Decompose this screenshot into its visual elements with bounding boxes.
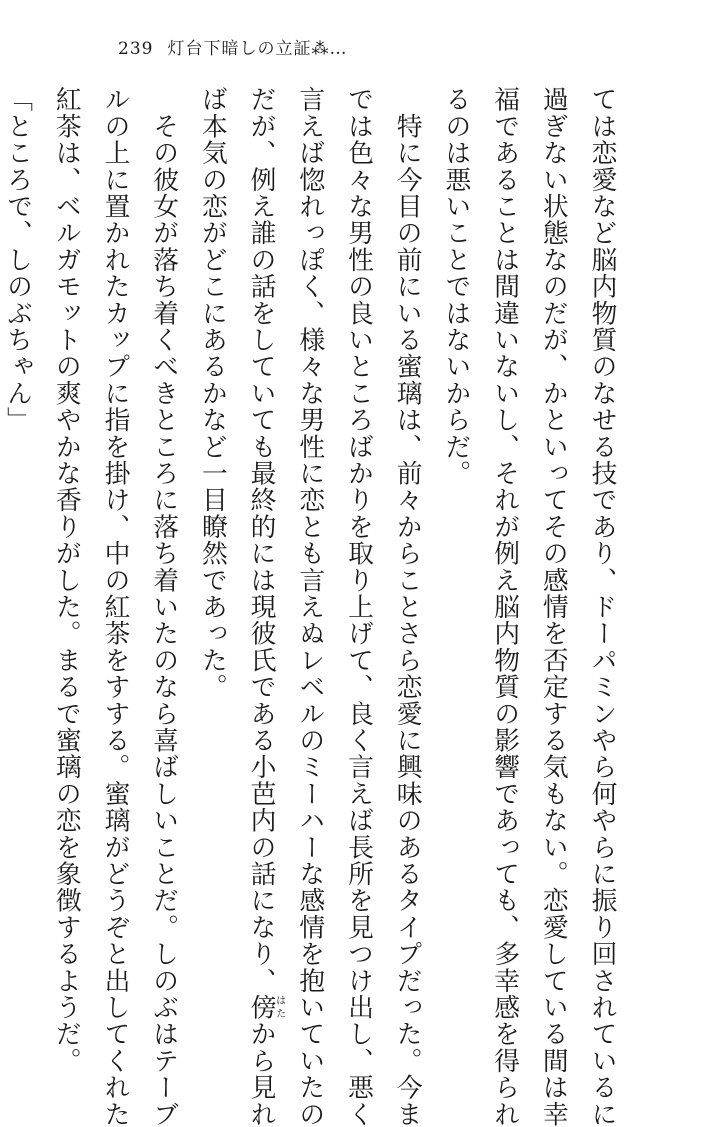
text-line-main: だが、例え誰の話をしていても最終的には現彼氏である小芭内の話になり、 (246, 86, 277, 994)
text-line: ば本気の恋がどこにあるかなど一目瞭然であった。 (197, 86, 228, 701)
text-line-with-ruby (236, 86, 285, 1127)
page-number: 239 (118, 39, 154, 59)
text-line: ルの上に置かれたカップに指を掛け、中の紅茶をすする。蜜璃がどうぞと出してくれた (99, 86, 130, 1127)
running-header (118, 34, 347, 59)
text-line: 言えば惚れっぽく、様々な男性に恋とも言えぬレベルのミーハーな感情を抱いていたの (294, 86, 325, 1127)
text-line: その彼女が落ち着くべきところに落ち着いたのなら喜ばしいことだ。しのぶはテーブ (148, 86, 179, 1127)
text-line: るのは悪いことではないからだ。 (440, 86, 471, 487)
ruby-reading: はた (273, 993, 285, 1021)
text-line: ては恋愛など脳内物質のなせる技であり、ドーパミンやら何やらに振り回されているに (587, 86, 617, 1127)
text-line-tail: から見れ (246, 1020, 277, 1127)
chapter-title: 灯台下暗しの立証 (167, 39, 312, 59)
text-line: では色々な男性の良いところばかりを取り上げて、良く言えば長所を見つけ出し、悪く (343, 86, 374, 1127)
ruby-word (246, 993, 285, 1021)
vertical-text-body (0, 86, 626, 1127)
text-line: 紅茶は、ベルガモットの爽やかな香りがした。まるで蜜璃の恋を象徴するようだ。 (51, 86, 82, 1074)
text-line: 福であることは間違いないし、それが例え脳内物質の影響であっても、多幸感を得られ (489, 86, 520, 1127)
ruby-base: 傍 (246, 993, 277, 1021)
text-line: 特に今目の前にいる蜜璃は、前々からことさら恋愛に興味のあるタイプだった。今ま (392, 86, 423, 1127)
text-line: 「ところで、しのぶちゃん」 (2, 86, 33, 434)
header-ornament: ⁂… (311, 39, 348, 59)
text-line: 過ぎない状態なのだが、かといってその感情を否定する気もない。恋愛している間は幸 (538, 86, 569, 1127)
